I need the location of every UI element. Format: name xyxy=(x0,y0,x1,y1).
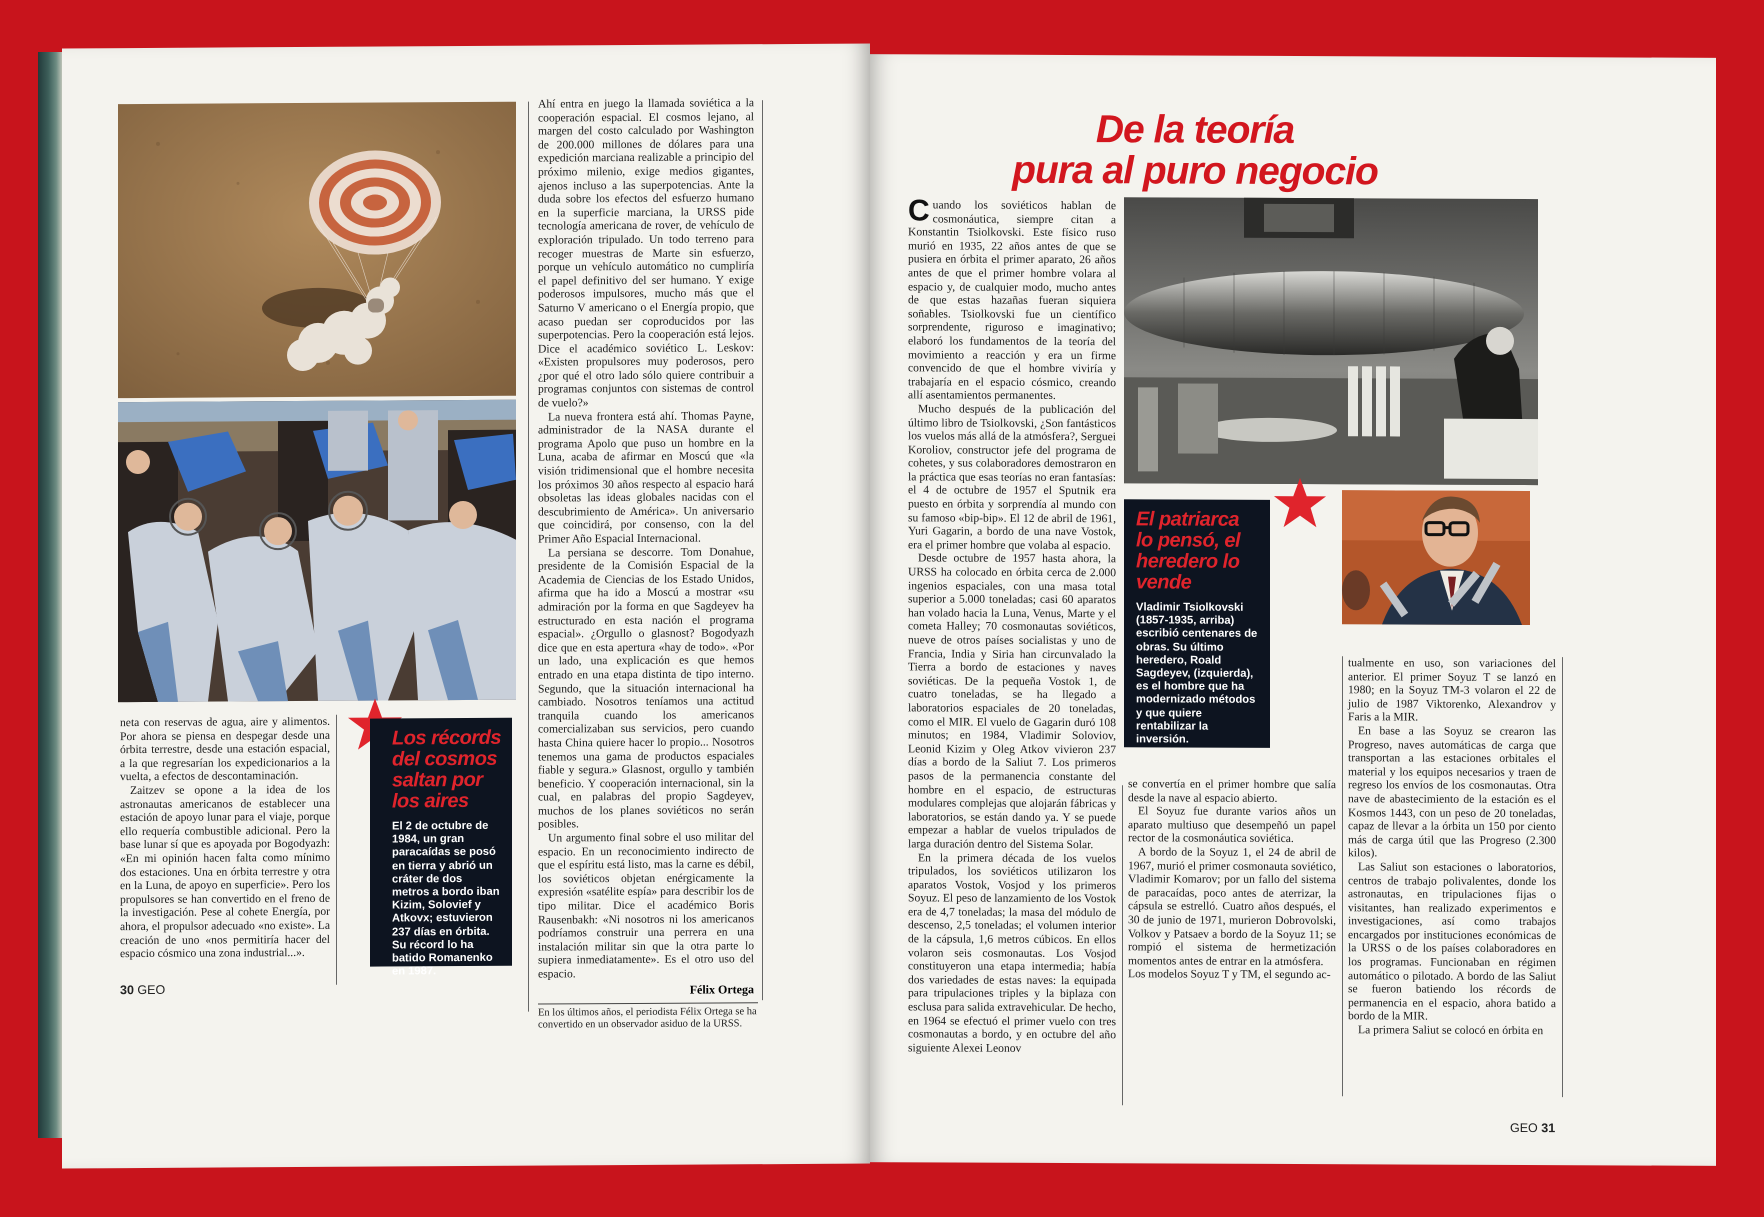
left-folio xyxy=(120,983,165,997)
box-patriarca-title: El patriarca lo pensó, el heredero lo vende xyxy=(1136,508,1241,594)
paragraph-text: uando los soviéticos hablan de cosmonáutica, siempre citan a Konstantin Tsiolkovski. Este físico ruso murió en 1935, 22 años antes de que se pusiera en órbita el primer aparato, 26 años antes de que el primer hombre volara al espacio y, de cualquier modo, mucho antes de que estas hazañas fueran siquiera soñables. Tsiolkovski fue un científico sorprendente, riguroso e imaginativo; elaboró los fundamentos de la teoría del movimiento a reacción y era un firme convencido de que el hombre viviría y trabajaría en el espacio cósmico, creando allí asentamientos permanentes. xyxy=(908,198,1116,403)
paragraph: neta con reservas de agua, aire y alimentos. Por ahora se piensa en despegar desde una órbita terrestre, desde una estación espacial, a la que regresarían los expedicionarios a la vuelta, a efectos de descontaminación. xyxy=(120,714,330,784)
left-column-1 xyxy=(120,715,330,986)
magazine-spine xyxy=(38,52,64,1138)
column-rule xyxy=(336,715,337,985)
paragraph: A bordo de la Soyuz 1, el 24 de abril de 1967, murió el primer cosmonauta soviético, Vladimir Komarov; por un fallo del sistema de paracaídas, poco antes de aterrizar, la cápsula se estrelló. Cuatro años después, el 30 de junio de 1971, murieron Dobrovolski, Volkov y Patsaev a bordo de la Soyuz 11; se rompió el sistema de hermetización momentos antes de entrar en la atmósfera. xyxy=(1128,845,1336,968)
column-rule xyxy=(1122,785,1123,1105)
photo-cosmonauts xyxy=(118,400,516,702)
left-page xyxy=(62,44,870,1169)
left-magazine-name: GEO xyxy=(137,982,166,998)
right-column-1 xyxy=(908,194,1116,1101)
column-rule xyxy=(762,100,763,1000)
paragraph: Un argumento final sobre el uso militar del espacio. En un reconocimiento indirecto de que el espíritu está listo, mas la carne es débil, los soviéticos objetan enérgicamente la expresión «satélite espía» para describir los de tipo militar. Dice el académico Boris Rausenbakh: «Ni nosotros ni los americanos podríamos construir una perrera en una instalación militar sin que la otra parte lo supiera inmediatamente». Es el otro uso del espacio. xyxy=(538,830,754,981)
box-records-body: El 2 de octubre de 1984, un gran paracaídas se posó en tierra y abrió un cráter de dos metros a bordo iban Kizim, Solovief y Atkovx; estuvieron 237 días en órbita. Su récord lo ha batido Romanenko en 1987. xyxy=(392,819,500,978)
paragraph: Mucho después de la publicación del último libro de Tsiolkovski, ¿Son fantásticos los vuelos más allá de la atmósfera?, Serguei Koroliov, constructor jefe del programa de cohetes, y sus colaboradores demostraron en la práctica que esas teorías no eran fantasías: el 4 de octubre de 1957 el Sputnik era puesto en órbita y sorprendía al mundo con su famoso «bip-bip». El 12 de abril de 1961, Yuri Gagarin, a bordo de una nave Vostok, era el primer hombre que volaba al espacio. xyxy=(908,402,1116,553)
author-note: En los últimos años, el periodista Félix Ortega se ha convertido en un observador asiduo de la URSS. xyxy=(538,1006,757,1031)
paragraph xyxy=(908,194,1116,403)
paragraph: En base a las Soyuz se crearon las Progreso, naves automáticas de carga que transportan a las estaciones orbitales el material y los equipos necesarios y traen de regreso los envíos de los cosmonautas. Otra nave de abastecimiento de la estación es el Kosmos 1443, con un peso de 20 toneladas, capaz de llevar a la órbita un 150 por ciento más de carga útil que las Progreso (2.300 kilos). xyxy=(1348,724,1556,860)
author-divider xyxy=(538,1002,758,1004)
paragraph: Desde octubre de 1957 hasta ahora, la URSS ha colocado en órbita cerca de 2.000 ingenios espaciales, con una masa total superior a 5.000 toneladas; casi 60 aparatos han volado hacia la Luna, Venus, Marte y el cometa Halley; 70 cosmonautas soviéticos, nueve de otros países socialistas y uno de Francia, India y Siria han circunvalado la Tierra a bordo de estaciones y naves soviéticas. De la pequeña Vostok 1, de cuatro toneladas, se ha llegado a laboratorios espaciales de 20 toneladas, como el MIR. El vuelo de Gagarin duró 108 minutos; en 1984, Vladimir Soloviov, Leonid Kizim y Oleg Atkov vivieron 237 días a bordo de la Saliut 7. Los primeros pasos de la permanencia constante del hombre en el espacio, de estructuras modulares complejas que alojarán fábricas y laboratorios, se están dando ya. Y se puede empezar a hablar de vuelos tripulados de larga duración dentro del Sistema Solar. xyxy=(908,551,1116,852)
column-rule xyxy=(528,102,529,1012)
left-column-2 xyxy=(538,96,754,981)
photo-sagdeyev xyxy=(1342,490,1530,625)
photo-tsiolkovski-workshop xyxy=(1124,197,1538,485)
right-column-3 xyxy=(1348,656,1556,1097)
drop-cap: C xyxy=(908,194,930,228)
photo-capsule-landing xyxy=(118,102,516,398)
paragraph: Los modelos Soyuz T y TM, el segundo ac- xyxy=(1128,967,1331,982)
paragraph: La persiana se descorre. Tom Donahue, presidente de la Comisión Espacial de la Academia de Ciencias de los Estado Unidos, afirma que ha ido a Moscú a mostrar «su admiración por la forma en que Sagdeyev ha estructurado en esta nación el programa espacial». ¿Orgullo o glasnost? Bogodyazh dice que en esta apertura «hay de todo». «Por un lado, una explicación es que hemos entrado en una etapa distinta de tipo interno. Segundo, que la situación internacional ha cambiado. Nosotros teníamos una actitud tranquila cuando los americanos comercializaban sus servicios, pero cuando hasta China quiere hacer lo propio... Nosotros tenemos una gama de productos espaciales fiable y segura.» Glasnost, orgullo y también beneficio. Y cooperación internacional, sin la cual, en palabras del propio Sagdeyev, muchos de los planes soviéticos no serán posibles. xyxy=(538,544,754,832)
paragraph: se convertía en el primer hombre que salía desde la nave al espacio abierto. xyxy=(1128,777,1336,805)
right-magazine-name: GEO xyxy=(1510,1120,1538,1136)
paragraph: La nueva frontera está ahí. Thomas Payne, administrador de la NASA durante el programa Apolo que puso un hombre en la Luna, acaba de afirmar en Moscú que «la visión tridimensional que el hombre necesita los próximos 30 años respecto al espacio hará obsoletas las ideas globales nacidas con el descubrimiento de América». Un aniversario que coincidirá, por consenso, con la del Primer Año Espacial Internacional. xyxy=(538,408,754,546)
box-records-title: Los récords del cosmos saltan por los aires xyxy=(392,726,501,813)
right-column-2 xyxy=(1128,777,1336,1106)
right-folio xyxy=(1510,1121,1555,1135)
box-patriarca xyxy=(1124,499,1270,748)
paragraph: Ahí entra en juego la llamada soviética a la cooperación espacial. El cosmos lejano, al margen del costo calculado por Washington de 200.000 millones de dólares para una expedición marciana realizable a principio del próximo milenio, exige medios gigantes, ajenos incluso a las superpotencias. Ante la duda sobre los efectos del esfuerzo humano en la superficie marciana, la URSS pide tecnología americana de rover, de vehículo de exploración tripulado. Un todo terreno para recoger muestras de Marte sin esfuerzo, porque un vehículo automático no cumpliría el papel definitivo del ser humano. Y exige poderosos impulsores, mucho más que el Saturno V americano o el Energía propio, que acaso puedan ser coproducidos por las superpotencias. Pero la cooperación está lejos. Dice el académico soviético L. Leskov: «Existen propulsores muy poderosos, pero ¿por qué el otro lado sólo quiere contribuir a programas conjuntos con sistemas de control de vuelo?» xyxy=(538,96,754,410)
paragraph: La primera Saliut se colocó en órbita en xyxy=(1358,1023,1544,1038)
paragraph: El Soyuz fue durante varios años un aparato multiuso que desempeñó un papel rector de la cosmonáutica soviética. xyxy=(1128,804,1336,846)
red-star-icon xyxy=(1272,476,1328,530)
paragraph: Las Saliut son estaciones o laboratorios, centros de trabajo polivalentes, donde los astronautas, en tripulaciones fijas o visitantes, han realizado experimentos e investigaciones, así como trabajos encargados por instituciones económicas de la URSS o de los países colaboradores en los programas. Funcionaban en régimen automático o pilotado. A bordo de las Saliut se fueron batiendo los récords de permanencia en el espacio, ahora batido a bordo de la MIR. xyxy=(1348,860,1556,1024)
paragraph: tualmente en uso, son variaciones del anterior. El primer Soyuz T se lanzó en 1980; en la Soyuz TM-3 volaron el 22 de julio de 1987 Viktorenko, Alexandrov y Faris a la MIR. xyxy=(1348,656,1556,724)
left-page-number: 30 xyxy=(120,983,134,998)
box-records xyxy=(370,718,512,978)
column-rule xyxy=(1342,656,1343,1096)
right-page xyxy=(870,54,1716,1166)
paragraph: En la primera década de los vuelos tripulados, los soviéticos utilizaron los aparatos Vostok, Vosjod y los primeros Soyuz. El peso de lanzamiento de los Vostok era de 4,7 toneladas; la masa del módulo de descenso, 2,5 toneladas; el volumen interior de la cápsula, 1,6 metros cúbicos. En ellos volaron seis cosmonautas. Los Vosjod constituyeron una etapa intermedia; había dos variedades de estas naves: la equipada para tripulaciones triples y la biplaza con esclusa para salida extravehicular. De hecho, en 1964 se efectuó el primer vuelo con tres cosmonautas a bordo, y en octubre del año siguiente Alexei Leonov xyxy=(908,850,1116,1055)
headline-line-1: De la teoría xyxy=(1095,108,1295,153)
column-rule xyxy=(1562,657,1563,1097)
headline-line-2: pura al puro negocio xyxy=(1012,148,1378,194)
headline xyxy=(1010,109,1380,193)
right-page-number: 31 xyxy=(1541,1121,1556,1136)
paragraph: Zaitzev se opone a la idea de los astronautas americanos de establecer una estación de apoyo lunar para el viaje, porque ello requería combustible adicional. Pero la base lunar sí que es apoyada por Bogodyazh: «En mi opinión hacen falta como mínimo dos estaciones. Una en órbita terrestre y otra en la Luna, de apoyo en superficie». Pero los propulsores se han convertido en el freno de la investigación. Pese al cohete Energía, por ahora, el propulsor adecuado «no existe». La creación de uno «nos permitiría hacer del espacio cósmico una zona industrial...». xyxy=(120,782,330,961)
author-signature: Félix Ortega xyxy=(689,982,754,997)
box-patriarca-body: Vladimir Tsiolkovski (1857-1935, arriba) escribió centenares de obras. Su último heredero, Roald Sagdeyev, (izquierda), es el hombre que ha modernizado métodos y que quiere rentabilizar la inversión. xyxy=(1136,601,1258,746)
